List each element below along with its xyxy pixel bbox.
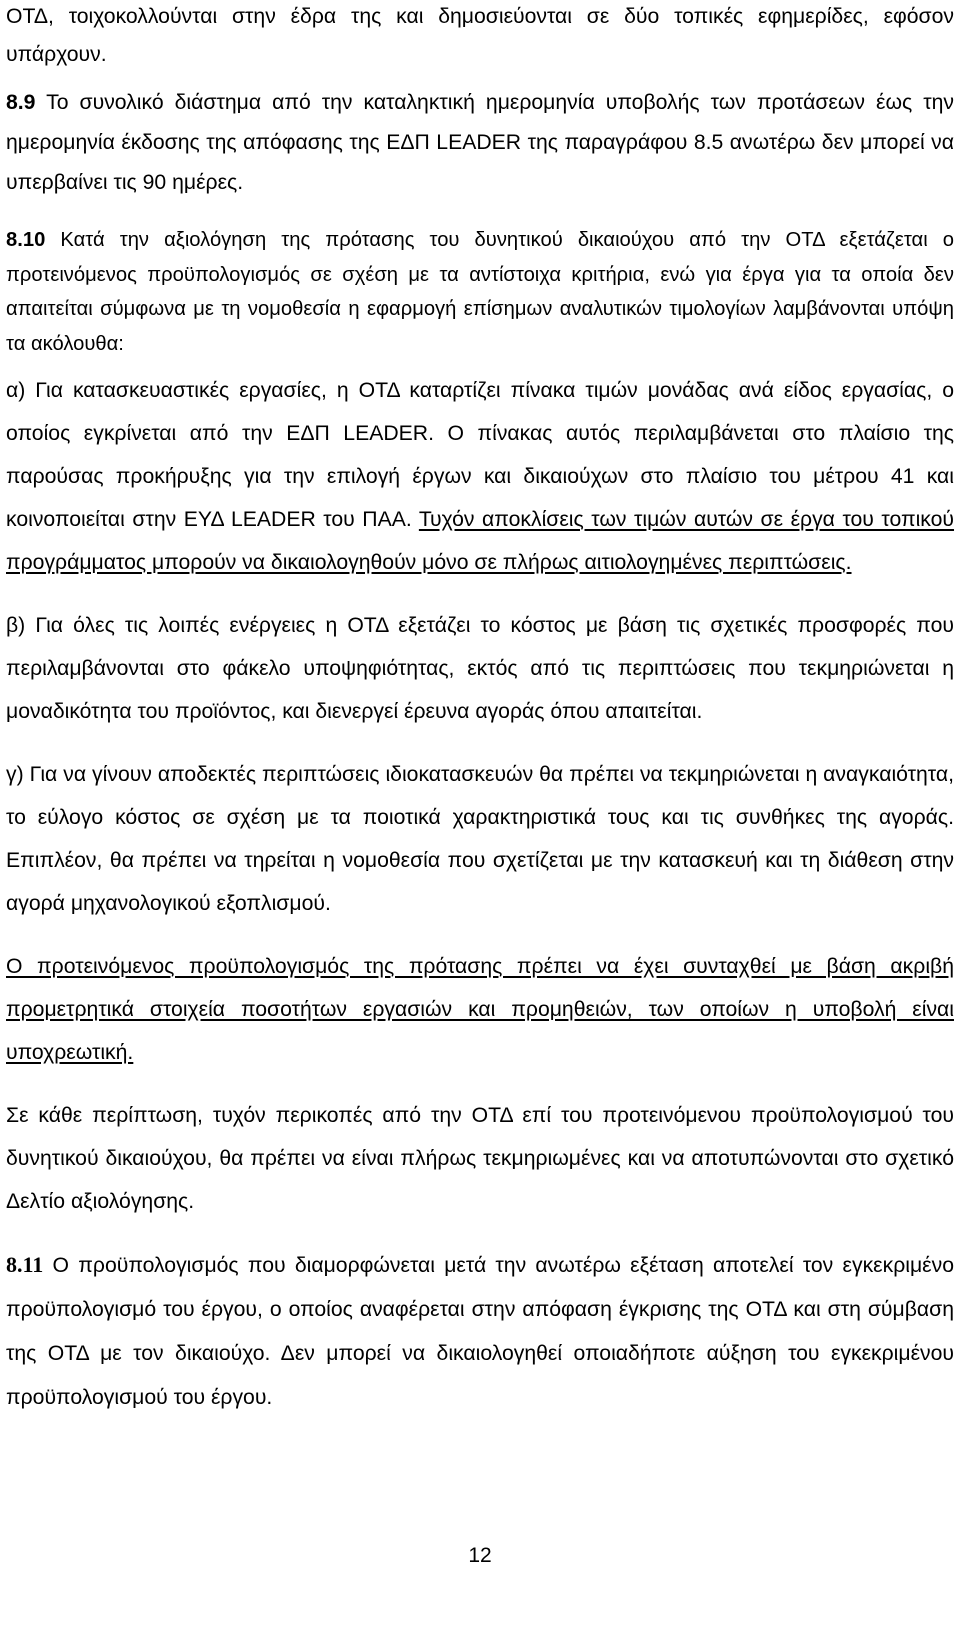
paragraph-text: Κατά την αξιολόγηση της πρότασης του δυνητικού δικαιούχου από την ΟΤΔ εξετάζεται ο προτεινόμενος προϋπολογισμός σε σχέση με τα αντίστοιχα κριτήρια, ενώ για έργα για τα οποία δεν απαιτείται σύμφωνα με τη νομοθεσία η εφαρμογή επίσημων αναλυτικών τιμολογίων λαμβάνονται υπόψη τα ακόλουθα: — [6, 229, 954, 355]
paragraph-text: Το συνολικό διάστημα από την καταληκτική ημερομηνία υποβολής των προτάσεων έως την ημερομηνία έκδοσης της απόφασης της ΕΔΠ LEADER της παραγράφου 8.5 ανωτέρω δεν μπορεί να υπερβαίνει τις 90 ημέρες. — [6, 91, 954, 194]
paragraph-text: Ο προϋπολογισμός που διαμορφώνεται μετά την ανωτέρω εξέταση αποτελεί τον εγκεκριμένο προϋπολογισμό του έργου, ο οποίος αναφέρεται στην απόφαση έγκρισης της ΟΤΔ και στη σύμβαση της ΟΤΔ με τον δικαιούχο. Δεν μπορεί να δικαιολογηθεί οποιαδήποτε αύξηση του εγκεκριμένου προϋπολογισμού του έργου. — [6, 1254, 954, 1409]
paragraph-8-11 — [6, 1243, 954, 1420]
paragraph-item-a — [6, 369, 954, 584]
paragraph-text: α) Για κατασκευαστικές εργασίες, η ΟΤΔ καταρτίζει πίνακα τιμών μονάδας ανά είδος εργασίας, ο οποίος εγκρίνεται από την ΕΔΠ LEADER. Ο πίνακας αυτός περιλαμβάνεται στο πλαίσιο της παρούσας προκήρυξης για την επιλογή έργων και δικαιούχων στο πλαίσιο του μέτρου 41 και κοινοποιείται στην ΕΥΔ LEADER του ΠΑΑ. — [6, 379, 954, 531]
section-number: 8.10 — [6, 229, 46, 251]
paragraph-text: ΟΤΔ, τοιχοκολλούνται στην έδρα της και δημοσιεύονται σε δύο τοπικές εφημερίδες, εφόσον υπάρχουν. — [6, 5, 954, 66]
paragraph-cuts — [6, 1094, 954, 1223]
underlined-text: Τυχόν αποκλίσεις των τιμών αυτών σε έργα του τοπικού προγράμματος μπορούν να δικαιολογηθούν μόνο σε πλήρως αιτιολογημένες περιπτώσεις. — [6, 508, 955, 574]
document-page — [6, 0, 954, 1651]
section-number: 8.11 — [6, 1252, 44, 1277]
section-number: 8.9 — [6, 91, 36, 114]
paragraph-text: γ) Για να γίνουν αποδεκτές περιπτώσεις ιδιοκατασκευών θα πρέπει να τεκμηριώνεται η αναγκαιότητα, το εύλογο κόστος σε σχέση με τα ποιοτικά χαρακτηριστικά τους και τις συνθήκες της αγοράς. Επιπλέον, θα πρέπει να τηρείται η νομοθεσία που σχετίζεται με την κατασκευή και τη διάθεση στην αγορά μηχανολογικού εξοπλισμού. — [6, 763, 954, 915]
paragraph-8-10 — [6, 223, 954, 361]
paragraph-text: β) Για όλες τις λοιπές ενέργειες η ΟΤΔ εξετάζει το κόστος με βάση τις σχετικές προσφορές που περιλαμβάνονται στο φάκελο υποψηφιότητας, εκτός από τις περιπτώσεις που τεκμηριώνεται η μοναδικότητα του προϊόντος, και διενεργεί έρευνα αγοράς όπου απαιτείται. — [6, 614, 954, 723]
paragraph-8-9 — [6, 83, 954, 203]
underlined-text: Ο προτεινόμενος προϋπολογισμός της πρότασης πρέπει να έχει συνταχθεί με βάση ακριβή προμετρητικά στοιχεία ποσοτήτων εργασιών και προμηθειών, των οποίων η υποβολή είναι υποχρεωτική. — [6, 955, 954, 1064]
paragraph-budget-requirement — [6, 945, 954, 1074]
paragraph-item-b — [6, 604, 954, 733]
page-number: 12 — [468, 1544, 492, 1567]
paragraph-item-c — [6, 753, 954, 925]
paragraph-continuation — [6, 0, 954, 73]
paragraph-text: Σε κάθε περίπτωση, τυχόν περικοπές από την ΟΤΔ επί του προτεινόμενου προϋπολογισμού του δυνητικού δικαιούχου, θα πρέπει να είναι πλήρως τεκμηριωμένες και να αποτυπώνονται στο σχετικό Δελτίο αξιολόγησης. — [6, 1104, 954, 1213]
